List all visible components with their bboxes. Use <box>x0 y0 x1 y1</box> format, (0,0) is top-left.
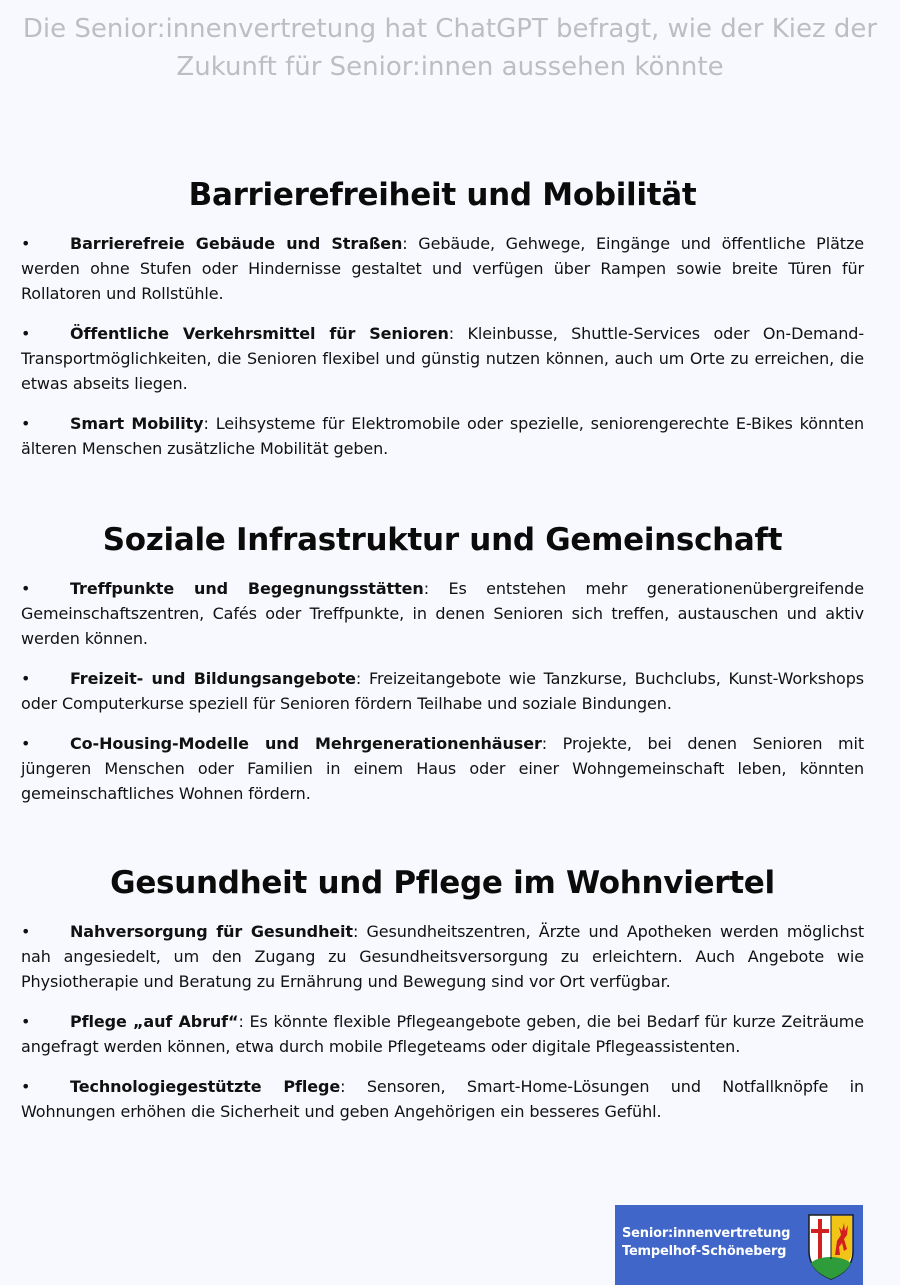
item-term: Co-Housing-Modelle und Mehrgenerationenhäuser <box>70 734 542 753</box>
organization-logo <box>615 1205 863 1285</box>
bullet-icon: • <box>21 414 31 433</box>
item-text: : Freizeitangebote wie Tanzkurse, Buchclubs, Kunst-Workshops oder Computerkurse speziell für Senioren fördern Teilhabe und soziale Bindungen. <box>21 669 864 713</box>
item-text: : Gesundheitszentren, Ärzte und Apotheken werden möglichst nah angesiedelt, um den Zugang zu Gesundheitsversorgung zu erleichtern. Auch Angebote wie Physiotherapie und Beratung zu Ernährung und Bewegung sind vor Ort verfügbar. <box>21 922 864 991</box>
section-title: Barrierefreiheit und Mobilität <box>188 177 697 213</box>
item-term: Freizeit- und Bildungsangebote <box>70 669 356 688</box>
item-text: : Sensoren, Smart-Home-Lösungen und Notfallknöpfe in Wohnungen erhöhen die Sicherheit und geben Angehörigen ein besseres Gefühl. <box>21 1077 864 1121</box>
item-text: : Leihsysteme für Elektromobile oder spezielle, seniorengerechte E-Bikes könnten älteren Menschen zusätzliche Mobilität geben. <box>21 414 864 458</box>
item-text: : Projekte, bei denen Senioren mit jüngeren Menschen oder Familien in einem Haus oder einer Wohngemeinschaft leben, könnten gemeinschaftliches Wohnen fördern. <box>21 734 864 803</box>
list-item <box>21 321 864 396</box>
bullet-icon: • <box>21 579 31 598</box>
bullet-icon: • <box>21 734 31 753</box>
item-term: Pflege „auf Abruf“ <box>70 1012 239 1031</box>
coat-of-arms-icon <box>805 1211 857 1281</box>
item-text: : Gebäude, Gehwege, Eingänge und öffentliche Plätze werden ohne Stufen oder Hindernisse gestaltet und verfügen über Rampen sowie breite Türen für Rollatoren und Rollstühle. <box>21 234 864 303</box>
list-item <box>21 1074 864 1124</box>
logo-line-1: Senior:innenvertretung <box>622 1226 791 1241</box>
item-text: : Es könnte flexible Pflegeangebote geben, die bei Bedarf für kurze Zeiträume angefragt werden können, etwa durch mobile Pflegeteams oder digitale Pflegeassistenten. <box>21 1012 864 1056</box>
item-term: Nahversorgung für Gesundheit <box>70 922 353 941</box>
section-gesundheit-pflege <box>21 863 864 1139</box>
item-term: Smart Mobility <box>70 414 204 433</box>
list-item <box>21 231 864 306</box>
item-text: : Es entstehen mehr generationenübergreifende Gemeinschaftszentren, Cafés oder Treffpunkte, in denen Senioren sich treffen, austauschen und aktiv werden können. <box>21 579 864 648</box>
item-term: Technologiegestützte Pflege <box>70 1077 341 1096</box>
list-item <box>21 411 864 461</box>
section-soziale-infrastruktur <box>21 520 864 821</box>
bullet-icon: • <box>21 669 31 688</box>
logo-text <box>622 1225 790 1261</box>
list-item <box>21 1009 864 1059</box>
list-item <box>21 919 864 994</box>
page-header: Die Senior:innenvertretung hat ChatGPT befragt, wie der Kiez der Zukunft für Senior:innen aussehen könnte <box>22 14 878 82</box>
item-text: : Kleinbusse, Shuttle-Services oder On-Demand-Transportmöglichkeiten, die Senioren flexibel und günstig nutzen können, auch um Orte zu erreichen, die etwas abseits liegen. <box>21 324 864 393</box>
section-barrierefreiheit <box>21 175 864 476</box>
list-item <box>21 731 864 806</box>
logo-line-2: Tempelhof-Schöneberg <box>622 1244 787 1259</box>
bullet-icon: • <box>21 922 31 941</box>
section-title: Gesundheit und Pflege im Wohnviertel <box>110 865 775 901</box>
item-term: Öffentliche Verkehrsmittel für Senioren <box>70 324 449 343</box>
item-term: Barrierefreie Gebäude und Straßen <box>70 234 403 253</box>
list-item <box>21 666 864 716</box>
bullet-icon: • <box>21 1012 31 1031</box>
bullet-icon: • <box>21 324 31 343</box>
section-title: Soziale Infrastruktur und Gemeinschaft <box>102 522 783 558</box>
list-item <box>21 576 864 651</box>
item-term: Treffpunkte und Begegnungsstätten <box>70 579 424 598</box>
bullet-icon: • <box>21 234 31 253</box>
bullet-icon: • <box>21 1077 31 1096</box>
